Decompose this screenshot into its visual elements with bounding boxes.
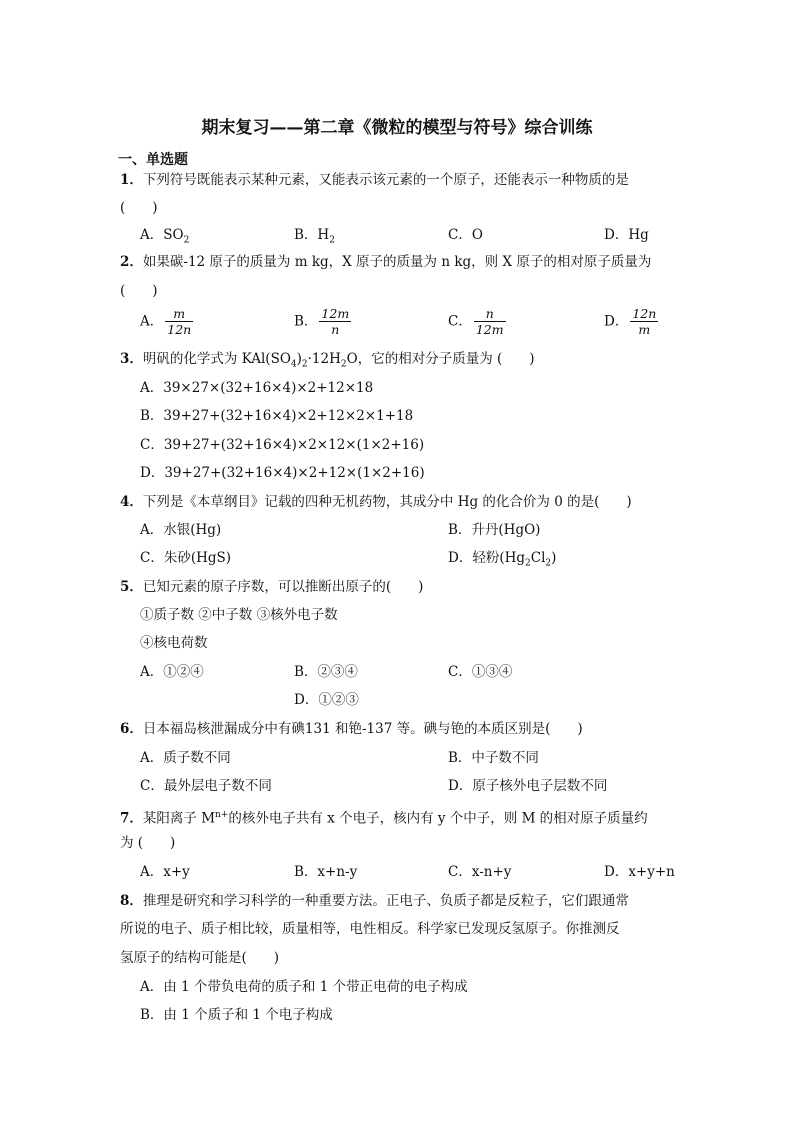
- question-text-continued: 为 ( ): [120, 835, 176, 851]
- question-text: 日本福岛核泄漏成分中有碘131 和铯-137 等。碘与铯的本质区别是( ): [142, 721, 583, 737]
- option-d: D．轻粉$(Hg_2Cl_2)$: [448, 550, 557, 569]
- option-c: C．O: [448, 227, 483, 243]
- option-c: C． $\frac{n}{12m}$: [448, 306, 504, 337]
- question-paren: ( ): [120, 283, 158, 299]
- option-a: A．①②④: [140, 664, 204, 680]
- question-text-continued: 氢原子的结构可能是( ): [120, 950, 280, 966]
- question-text: 下列符号既能表示某种元素，又能表示该元素的一个原子，还能表示一种物质的是: [142, 172, 629, 188]
- question-text: 如果碳-12 原子的质量为 m kg，X 原子的质量为 n kg，则 X 原子的相对原子质量为: [142, 254, 652, 270]
- option-b: B．中子数不同: [448, 750, 539, 766]
- option-a: A． $\frac{m}{12n}$: [140, 306, 192, 337]
- option-c: C．最外层电子数不同: [140, 778, 272, 794]
- question-text: 已知元素的原子序数，可以推断出原子的( ): [142, 579, 424, 595]
- option-d: D．x+y+n: [604, 864, 675, 880]
- fraction: $\frac{m}{12n}$: [167, 306, 192, 337]
- option-d: D． $\frac{12n}{m}$: [604, 306, 657, 337]
- document-title: 期末复习——第二章《微粒的模型与符号》综合训练: [201, 118, 593, 138]
- item-list: ④核电荷数: [140, 635, 208, 651]
- fraction: $\frac{12m}{n}$: [321, 306, 350, 337]
- question-text: 下列是《本草纲目》记载的四种无机药物，其成分中 Hg 的化合价为 0 的是( ): [142, 494, 632, 510]
- question-text-continued: 所说的电子、质子相比较，质量相等，电性相反。科学家已发现反氢原子。你推测反: [120, 921, 620, 937]
- question-4: [120, 492, 632, 512]
- option-b: B．由 1 个质子和 1 个电子构成: [140, 1007, 333, 1023]
- question-number: 6．: [120, 721, 143, 737]
- question-number: 2．: [120, 254, 143, 270]
- question-6: [120, 719, 583, 739]
- option-d: D．原子核外电子层数不同: [448, 778, 608, 794]
- question-2: [120, 252, 651, 272]
- question-number: 5．: [120, 579, 143, 595]
- option-c: C．39+27+(32+16×4)×2×12×(1×2+16): [140, 437, 425, 453]
- option-a: A．由 1 个带负电荷的质子和 1 个带正电荷的电子构成: [140, 979, 468, 995]
- question-paren: ( ): [120, 200, 158, 216]
- option-d: D．①②③: [294, 692, 359, 708]
- option-d: D．39+27+(32+16×4)×2+12×(1×2+16): [140, 465, 425, 481]
- option-a: A．39×27×(32+16×4)×2+12×18: [140, 380, 374, 396]
- question-3: 3．明矾的化学式为 $KAl(SO_4)_2\cdot 12H_2O$，它的相对分子质量为 ( ): [120, 351, 535, 370]
- fraction: $\frac{n}{12m}$: [475, 306, 504, 337]
- question-number: 3．: [120, 351, 143, 367]
- option-c: C．x-n+y: [448, 864, 512, 880]
- question-number: 7．: [120, 810, 143, 827]
- option-b: B． $\frac{12m}{n}$: [294, 306, 350, 337]
- question-1: [120, 170, 629, 190]
- section-heading: 一、单选题: [118, 152, 188, 168]
- question-number: 1．: [120, 172, 143, 188]
- question-text: 推理是研究和学习科学的一种重要方法。正电子、负质子都是反粒子，它们跟通常: [142, 893, 629, 909]
- question-8: [120, 891, 629, 911]
- option-b: B．$H_2$: [294, 227, 335, 246]
- option-b: B．升丹(HgO): [448, 522, 541, 538]
- question-5: [120, 577, 423, 597]
- option-d: D．Hg: [604, 227, 649, 243]
- question-7: 7．某阳离子 $M^{n+}$的核外电子共有 x 个电子，核内有 y 个中子，则 M 的相对原子质量约: [120, 810, 648, 827]
- option-a: A．$SO_2$: [140, 227, 190, 246]
- option-c: C．朱砂(HgS): [140, 550, 232, 566]
- item-list: ①质子数 ②中子数 ③核外电子数: [140, 607, 338, 623]
- fraction: $\frac{12n}{m}$: [632, 306, 657, 337]
- option-a: A．水银(Hg): [140, 522, 222, 538]
- option-a: A．质子数不同: [140, 750, 231, 766]
- option-a: A．x+y: [140, 864, 190, 880]
- option-b: B．②③④: [294, 664, 358, 680]
- question-number: 8．: [120, 893, 143, 909]
- option-c: C．①③④: [448, 664, 513, 680]
- question-number: 4．: [120, 494, 143, 510]
- option-b: B．39+27+(32+16×4)×2+12×2×1+18: [140, 408, 414, 424]
- option-b: B．x+n-y: [294, 864, 358, 880]
